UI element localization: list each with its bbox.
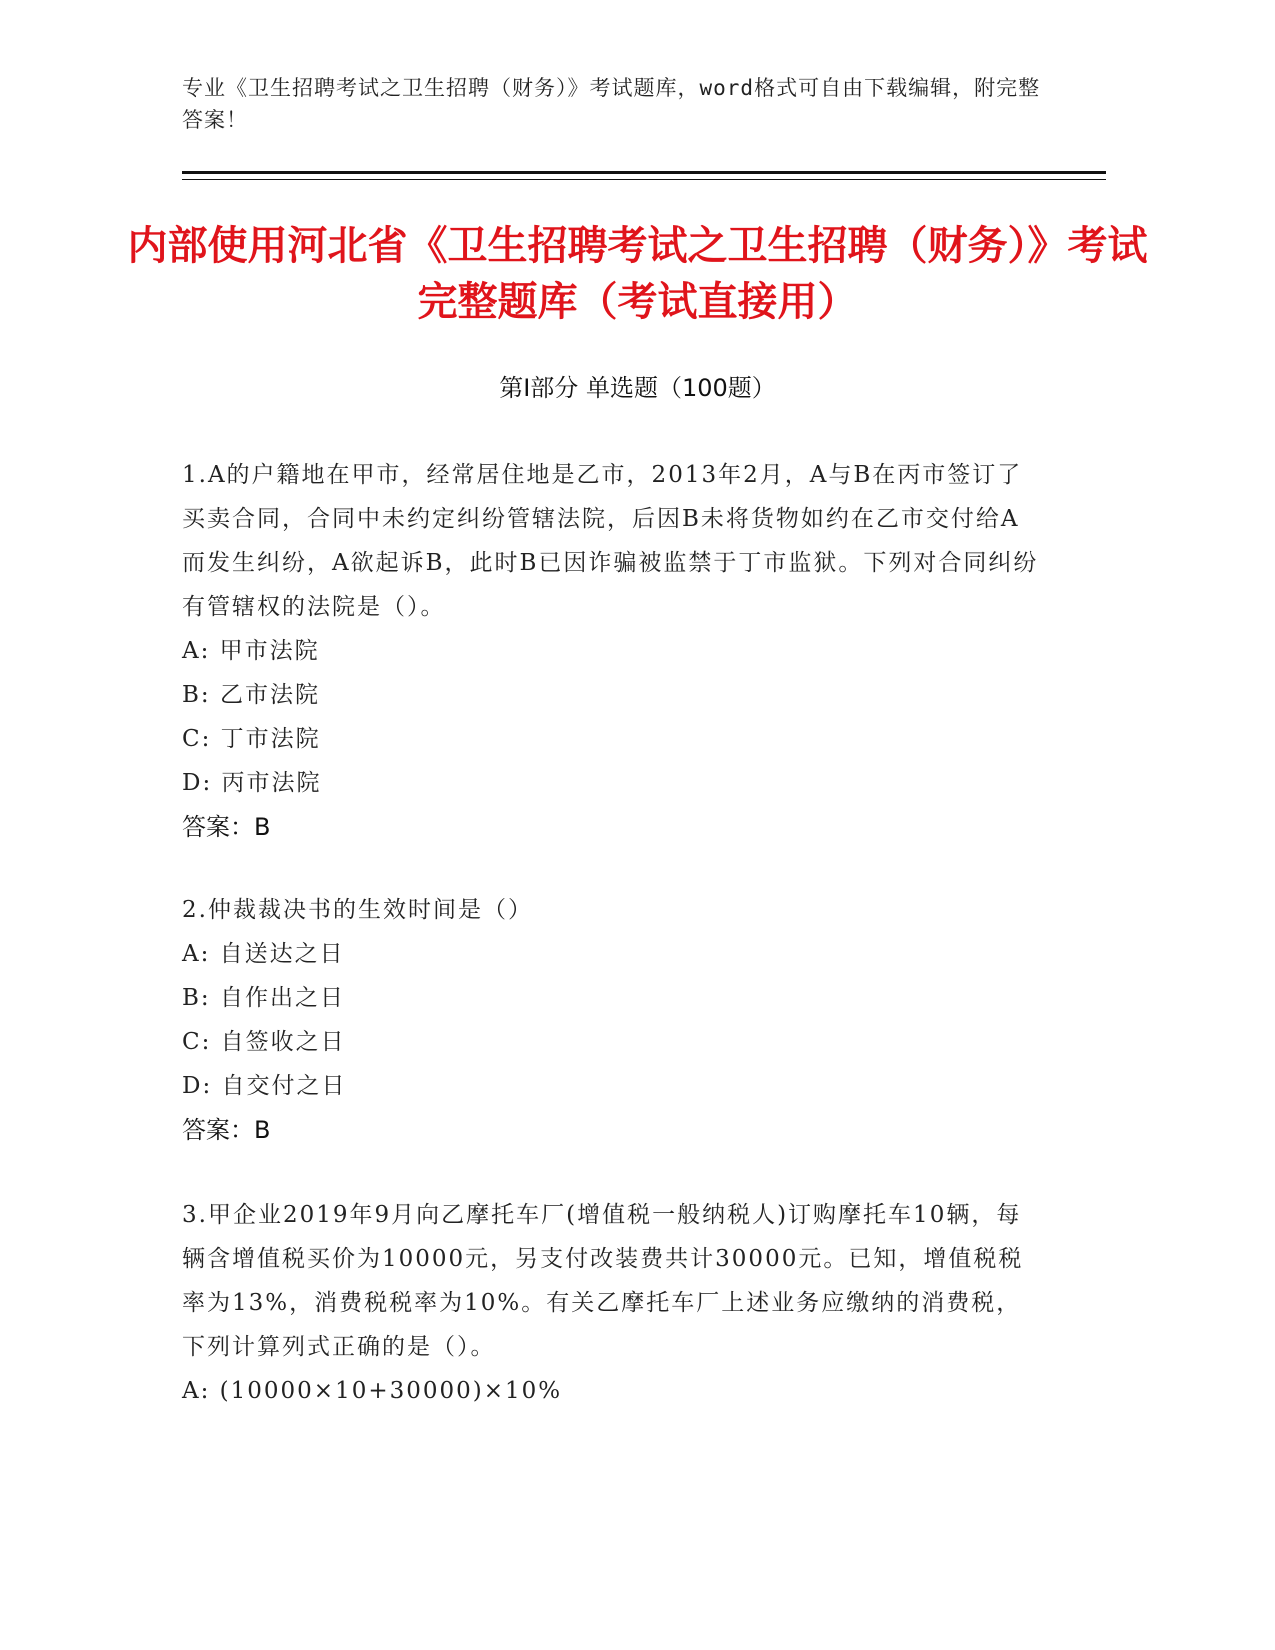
option-a: A: 甲市法院 — [182, 638, 320, 664]
question-2 — [182, 888, 1042, 1152]
answer: 答案：B — [182, 1116, 271, 1144]
option-a: A: (10000×10+30000)×10% — [182, 1378, 563, 1404]
option-d: D: 丙市法院 — [182, 770, 322, 796]
option-d: D: 自交付之日 — [182, 1073, 347, 1099]
section-title: 第I部分 单选题（100题） — [499, 374, 776, 402]
header-divider-thick — [182, 171, 1106, 174]
option-c: C: 自签收之日 — [182, 1029, 346, 1055]
header-divider-thin — [182, 179, 1106, 180]
question-1 — [182, 453, 1042, 849]
header-note: 专业《卫生招聘考试之卫生招聘（财务）》考试题库，word格式可自由下载编辑，附完整答案！ — [182, 76, 1041, 132]
question-stem: 2.仲裁裁决书的生效时间是（） — [182, 897, 533, 923]
question-3 — [182, 1193, 1042, 1413]
option-a: A: 自送达之日 — [182, 941, 345, 967]
question-stem: 3.甲企业2019年9月向乙摩托车厂(增值税一般纳税人)订购摩托车10辆，每辆含增值税买价为10000元，另支付改装费共计30000元。已知，增值税税率为13%，消费税税率为10%。有关乙摩托车厂上述业务应缴纳的消费税，下列计算列式正确的是（）。 — [182, 1202, 1024, 1360]
answer: 答案：B — [182, 813, 271, 841]
option-c: C: 丁市法院 — [182, 726, 321, 752]
question-stem: 1.A的户籍地在甲市，经常居住地是乙市，2013年2月，A与B在丙市签订了买卖合同，合同中未约定纠纷管辖法院，后因B未将货物如约在乙市交付给A而发生纠纷，A欲起诉B，此时B已因诈骗被监禁于丁市监狱。下列对合同纠纷有管辖权的法院是（）。 — [182, 462, 1039, 620]
option-b: B: 乙市法院 — [182, 682, 320, 708]
document-title: 内部使用河北省《卫生招聘考试之卫生招聘（财务）》考试完整题库（考试直接用） — [127, 223, 1148, 325]
option-b: B: 自作出之日 — [182, 985, 345, 1011]
